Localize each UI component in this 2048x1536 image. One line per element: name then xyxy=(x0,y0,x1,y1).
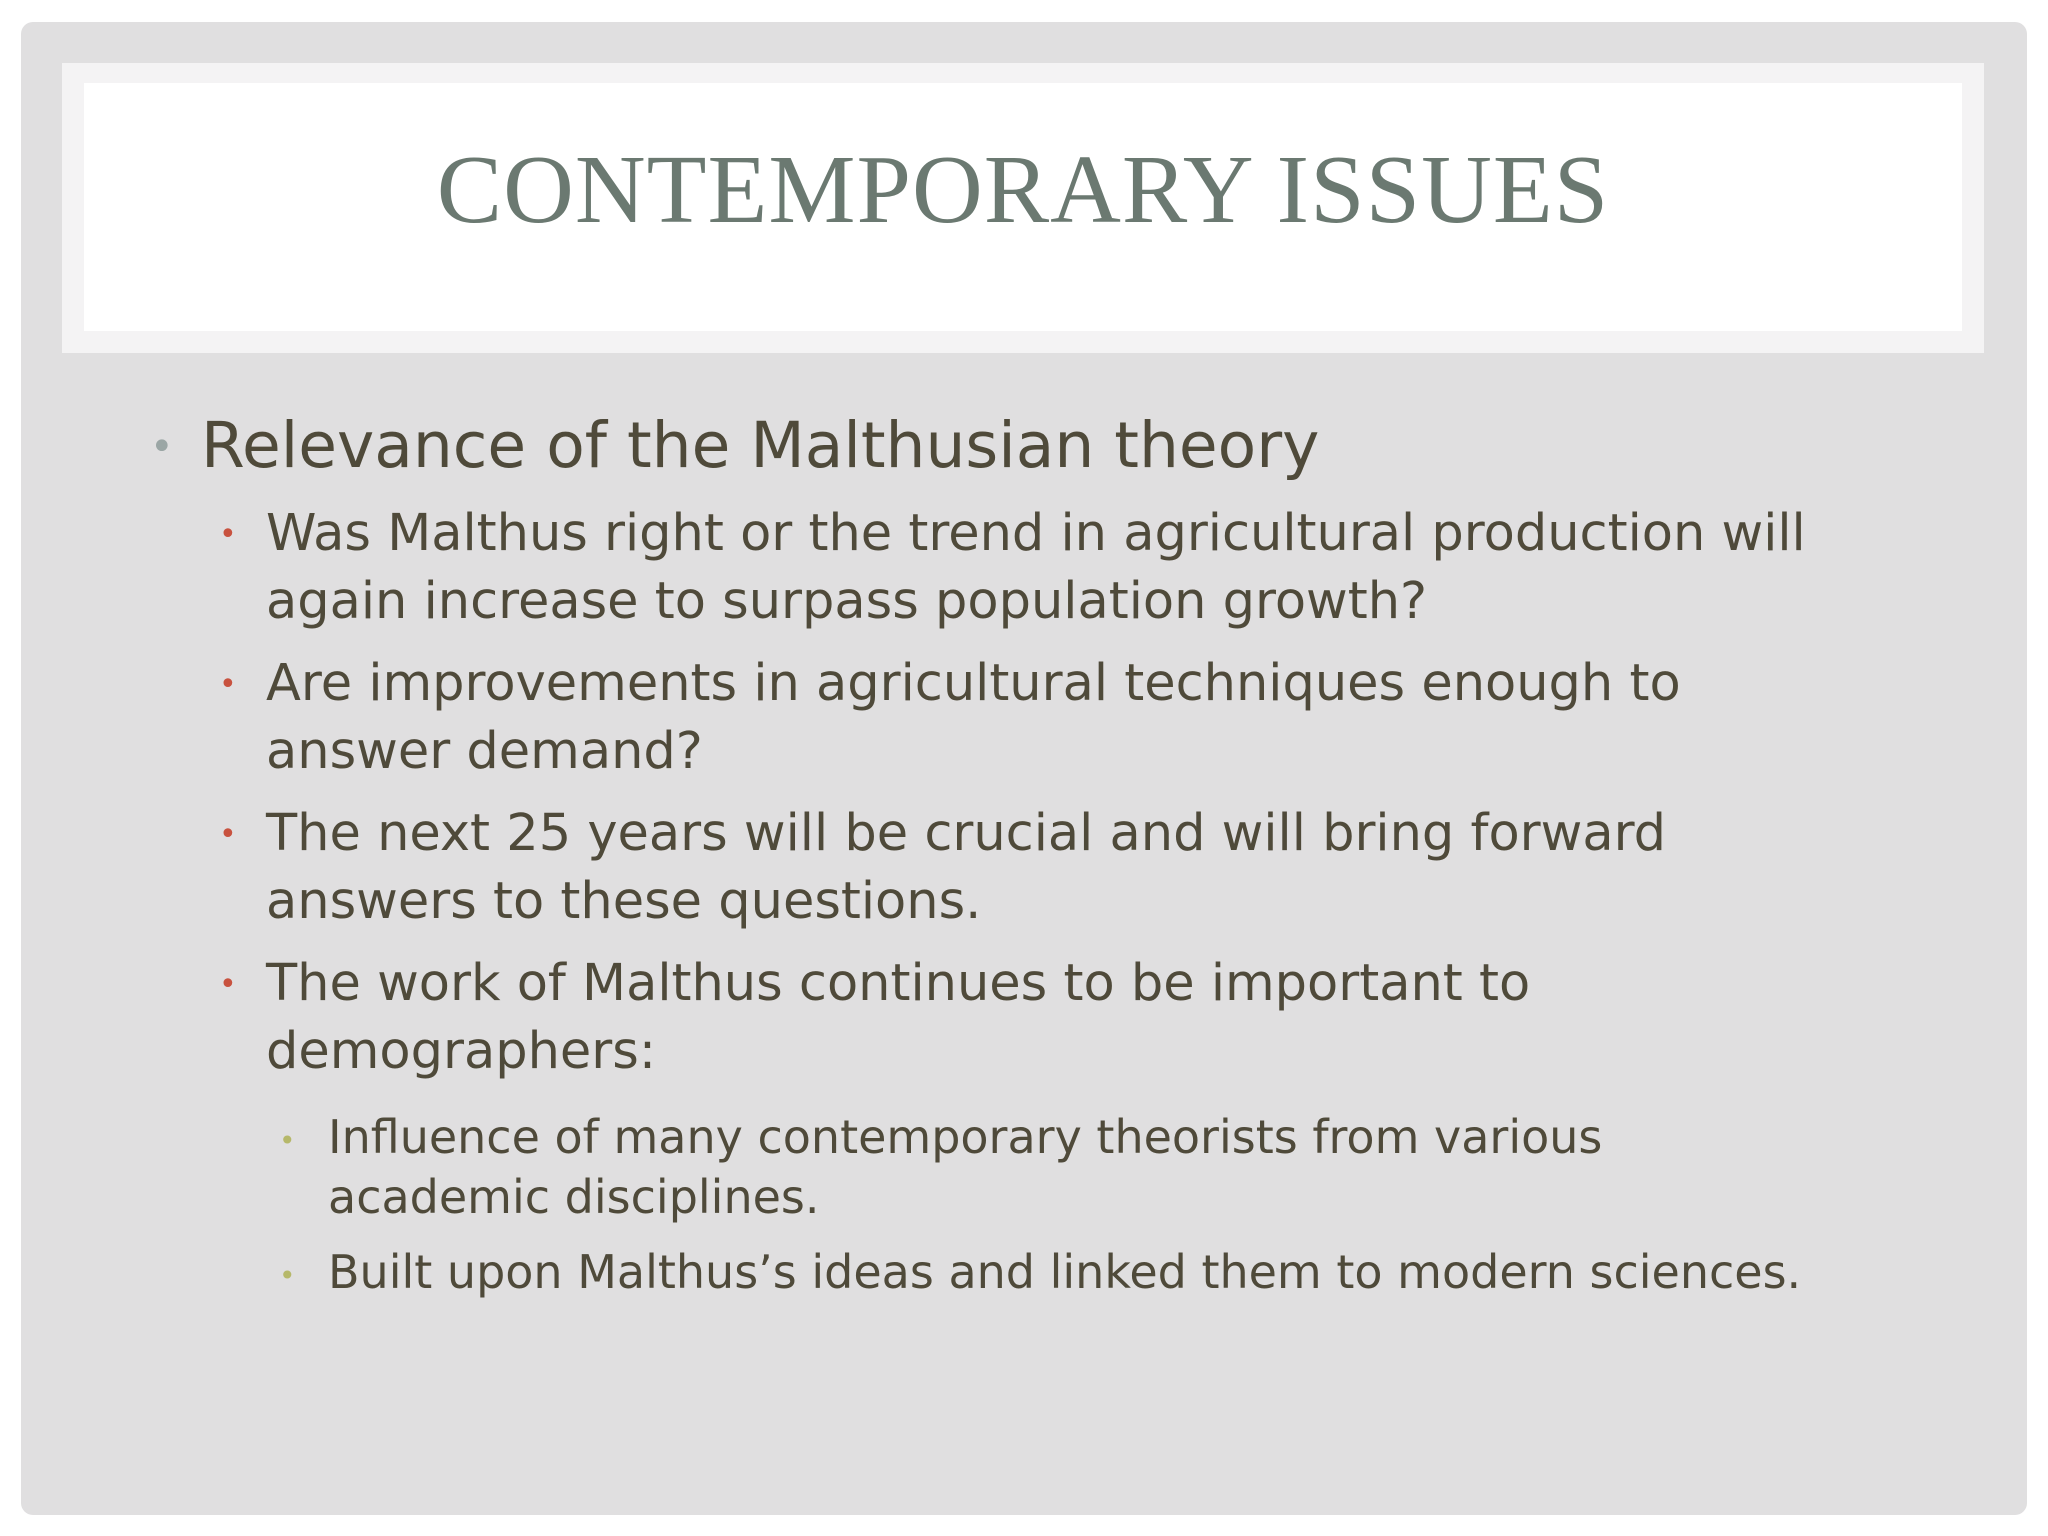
bullet-dot-icon: • xyxy=(279,1124,296,1157)
bullet-text: Built upon Malthus’s ideas and linked them to modern sciences. xyxy=(328,1245,1802,1299)
slide-content xyxy=(21,22,2027,1515)
bullet-dot-icon: • xyxy=(219,667,237,702)
bullet-text: Influence of many contemporary theorists from various academic disciplines. xyxy=(328,1110,1603,1224)
bullet-dot-icon: • xyxy=(219,967,237,1002)
bullet-dot-icon: • xyxy=(279,1259,296,1292)
bullet-dot-icon: • xyxy=(219,517,237,552)
slide xyxy=(21,22,2027,1515)
bullet-text: The next 25 years will be crucial and will bring forward answers to these questions. xyxy=(266,804,1667,931)
slide-title: CONTEMPORARY ISSUES xyxy=(436,136,1610,244)
bullet-text: The work of Malthus continues to be important to demographers: xyxy=(266,954,1531,1081)
bullet-dot-icon: • xyxy=(219,817,237,852)
bullet-dot-icon: • xyxy=(150,424,174,470)
bullet-text: Relevance of the Malthusian theory xyxy=(201,409,1320,482)
bullet-text: Was Malthus right or the trend in agricultural production will again increase to surpass population growth? xyxy=(266,504,1806,631)
bullet-text: Are improvements in agricultural techniques enough to answer demand? xyxy=(266,654,1681,781)
